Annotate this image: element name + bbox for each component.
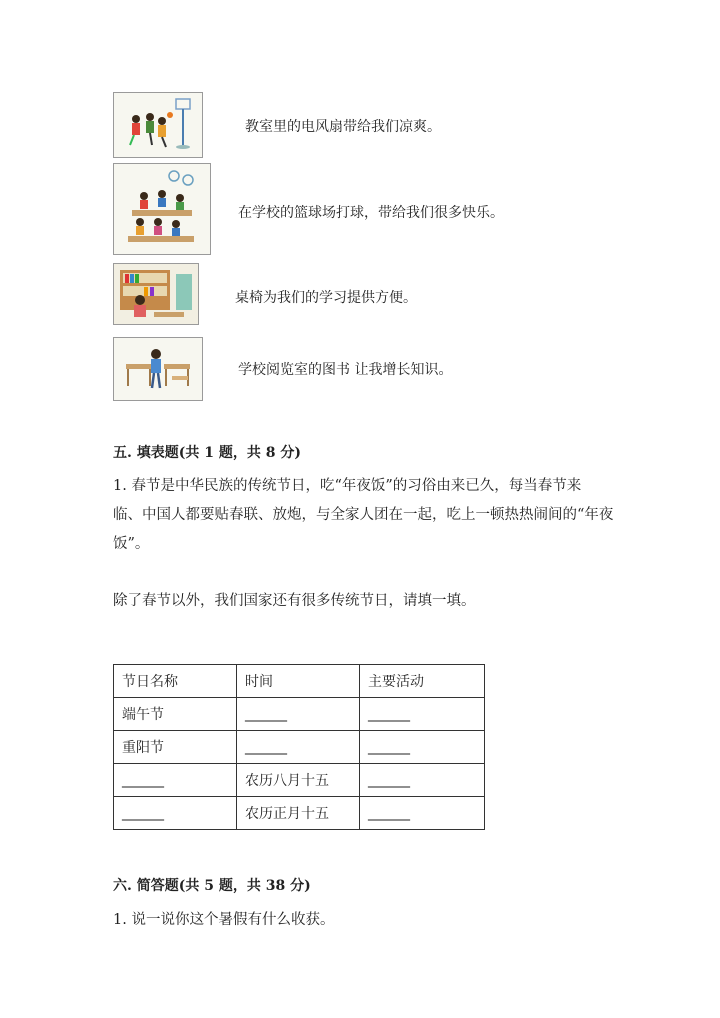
table-cell: 农历正月十五 bbox=[237, 797, 360, 830]
answer-blank[interactable]: ______ bbox=[237, 731, 360, 764]
answer-blank[interactable]: ______ bbox=[114, 797, 237, 830]
children-at-desks-with-fans-picture bbox=[113, 163, 211, 255]
table-header-row bbox=[114, 665, 485, 698]
answer-blank[interactable]: ______ bbox=[360, 764, 485, 797]
table-cell: 端午节 bbox=[114, 698, 237, 731]
matching-sentence-3: 桌椅为我们的学习提供方便。 bbox=[235, 290, 417, 306]
section-6-title: 六. 简答题(共 5 题，共 38 分) bbox=[113, 878, 311, 894]
table-row bbox=[114, 698, 485, 731]
question-5-1-line-2: 临、中国人都要贴春联、放炮，与全家人团在一起，吃上一顿热热闹间的“年夜 bbox=[113, 507, 614, 523]
table-row bbox=[114, 731, 485, 764]
question-6-1-text: 1. 说一说你这个暑假有什么收获。 bbox=[113, 912, 335, 928]
child-reading-at-bookshelf-picture bbox=[113, 263, 199, 325]
question-5-1-prompt: 除了春节以外，我们国家还有很多传统节日，请填一填。 bbox=[113, 593, 476, 609]
table-cell: 重阳节 bbox=[114, 731, 237, 764]
question-5-1-line-1: 1. 春节是中华民族的传统节日，吃“年夜饭”的习俗由来已久，每当春节来 bbox=[113, 478, 582, 494]
answer-blank[interactable]: ______ bbox=[237, 698, 360, 731]
answer-blank[interactable]: ______ bbox=[360, 797, 485, 830]
table-cell: 农历八月十五 bbox=[237, 764, 360, 797]
question-5-1-text bbox=[113, 472, 618, 559]
question-5-1-line-3: 饭”。 bbox=[113, 536, 150, 552]
festival-fill-table bbox=[113, 664, 485, 830]
child-beside-desks-and-chairs-picture bbox=[113, 337, 203, 401]
children-playing-basketball-picture bbox=[113, 92, 203, 158]
matching-sentence-4: 学校阅览室的图书 让我增长知识。 bbox=[238, 362, 453, 378]
answer-blank[interactable]: ______ bbox=[360, 698, 485, 731]
header-main-activity: 主要活动 bbox=[360, 665, 485, 698]
table-row bbox=[114, 797, 485, 830]
matching-sentence-1: 教室里的电风扇带给我们凉爽。 bbox=[245, 119, 441, 135]
answer-blank[interactable]: ______ bbox=[360, 731, 485, 764]
matching-sentence-2: 在学校的篮球场打球，带给我们很多快乐。 bbox=[238, 205, 504, 221]
answer-blank[interactable]: ______ bbox=[114, 764, 237, 797]
header-festival-name: 节日名称 bbox=[114, 665, 237, 698]
section-5-title: 五. 填表题(共 1 题，共 8 分) bbox=[113, 445, 301, 461]
table-row bbox=[114, 764, 485, 797]
header-time: 时间 bbox=[237, 665, 360, 698]
